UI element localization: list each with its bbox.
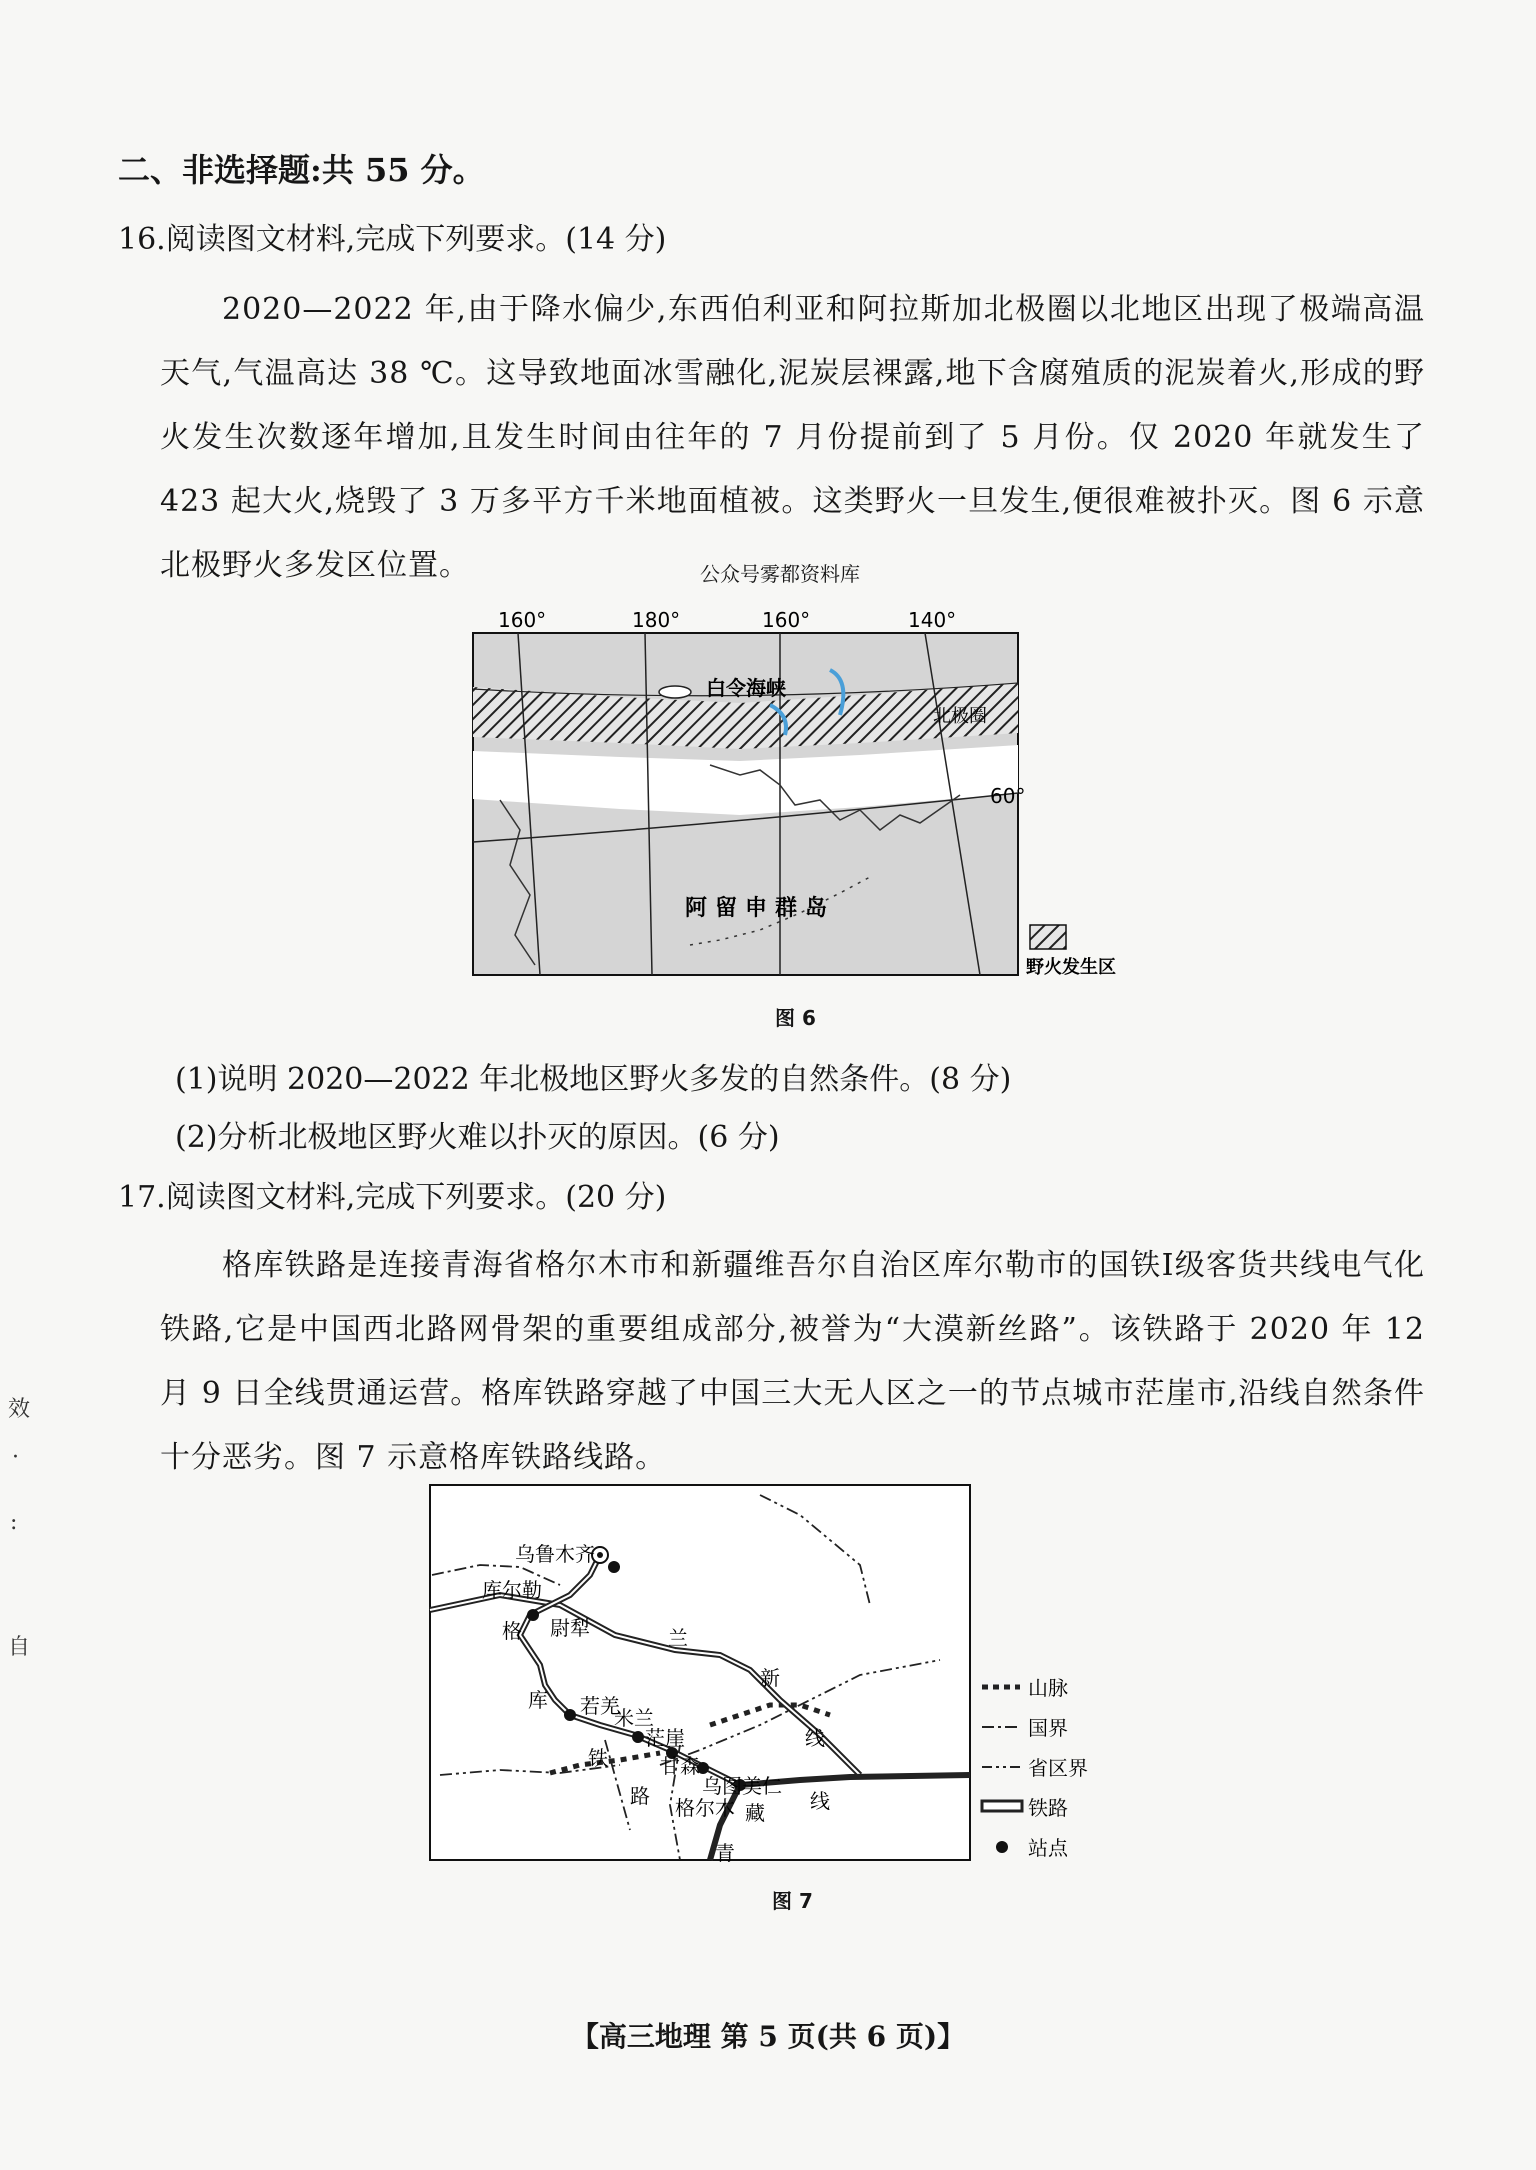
city-urumqi: 乌鲁木齐	[515, 1542, 595, 1566]
rail-char-xian2: 线	[810, 1789, 830, 1813]
lon-label-4: 140°	[908, 608, 957, 632]
station-mangya	[632, 1731, 644, 1743]
margin-mark-1: 效	[8, 1397, 31, 1422]
bering-strait-label: 白令海峡	[706, 676, 786, 700]
legend-national-border-label: 国界	[1028, 1716, 1068, 1740]
rail-char-ku: 库	[528, 1688, 548, 1712]
question-16-paragraph: 2020—2022 年,由于降水偏少,东西伯利亚和阿拉斯加北极圈以北地区出现了极端高温天气,气温高达 38 ℃。这导致地面冰雪融化,泥炭层裸露,地下含腐殖质的泥炭着火,形成的野火发生次数逐年增加,且发生时间由往年的 7 月份提前到了 5 月份。仅 2020 年就发生了 423 起大火,烧毁了 3 万多平方千米地面植被。这类野火一旦发生,便很难被扑灭。图 6 示意北极野火多发区位置。	[160, 292, 1425, 583]
aleutian-islands-label: 阿留申群岛	[685, 896, 836, 921]
figure-6-map	[440, 595, 1120, 995]
rail-char-xin: 新	[760, 1666, 780, 1690]
city-korla: 库尔勒	[482, 1578, 542, 1602]
rail-char-ge: 格	[502, 1619, 522, 1643]
city-mangya: 茫崖	[645, 1726, 685, 1750]
page-footer: 【高三地理 第 5 页(共 6 页)】	[570, 2020, 966, 2053]
question-16-stem: 16.阅读图文材料,完成下列要求。(14 分)	[118, 222, 667, 257]
figure-7-caption: 图 7	[772, 1889, 813, 1913]
legend-railway-icon	[982, 1801, 1022, 1811]
lat-label: 60°	[990, 784, 1026, 808]
figure-6-caption: 图 6	[775, 1006, 816, 1030]
station-urumqi-line	[608, 1561, 620, 1573]
legend-station-icon	[996, 1841, 1008, 1853]
legend-railway-label: 铁路	[1028, 1796, 1068, 1820]
margin-mark-4: 自	[8, 1635, 31, 1660]
city-milan: 米兰	[614, 1706, 654, 1730]
legend-hatch-swatch	[1030, 925, 1066, 949]
urumqi-capital-dot	[597, 1552, 603, 1558]
lon-label-1: 160°	[498, 608, 547, 632]
rail-char-qing: 青	[715, 1841, 735, 1865]
question-16-sub2: (2)分析北极地区野火难以扑灭的原因。(6 分)	[175, 1120, 780, 1155]
city-yuli: 尉犁	[550, 1616, 590, 1640]
legend-province-border-label: 省区界	[1028, 1756, 1088, 1780]
question-16-sub1: (1)说明 2020—2022 年北极地区野火多发的自然条件。(8 分)	[175, 1062, 1012, 1097]
rail-char-zang: 藏	[745, 1801, 765, 1825]
lon-label-3: 160°	[762, 608, 811, 632]
rail-char-tie: 铁	[588, 1746, 608, 1770]
question-17-paragraph: 格库铁路是连接青海省格尔木市和新疆维吾尔自治区库尔勒市的国铁Ⅰ级客货共线电气化铁路,它是中国西北路网骨架的重要组成部分,被誉为“大漠新丝路”。该铁路于 2020 年 12 月 9 日全线贯通运营。格库铁路穿越了中国三大无人区之一的节点城市茫崖市,沿线自然条件十分恶劣。图 7 示意格库铁路线路。	[160, 1248, 1425, 1475]
legend-wildfire-label: 野火发生区	[1026, 957, 1116, 978]
legend-mountain-label: 山脉	[1028, 1676, 1068, 1700]
lon-label-2: 180°	[632, 608, 681, 632]
station-ruoqiang	[564, 1709, 576, 1721]
city-wutumeiren: 乌图美仁	[702, 1774, 782, 1798]
question-17-stem: 17.阅读图文材料,完成下列要求。(20 分)	[118, 1180, 667, 1215]
watermark: 公众号雾都资料库	[700, 562, 860, 586]
city-ruoqiang: 若羌	[580, 1694, 620, 1718]
rail-char-lan: 兰	[668, 1626, 688, 1650]
rail-char-xian1: 线	[805, 1726, 825, 1750]
station-korla	[527, 1609, 539, 1621]
rail-char-lu: 路	[630, 1784, 650, 1808]
arctic-circle-label: 北极圈	[933, 706, 987, 727]
section-title: 二、非选择题:共 55 分。	[118, 151, 485, 189]
margin-mark-3: :	[10, 1510, 18, 1535]
legend-station-label: 站点	[1028, 1836, 1068, 1860]
city-gansen: 甘森	[660, 1754, 700, 1778]
margin-mark-2: ·	[12, 1445, 19, 1470]
figure-7-map	[420, 1475, 1120, 1875]
island	[659, 686, 691, 698]
city-golmud: 格尔木	[675, 1796, 735, 1820]
